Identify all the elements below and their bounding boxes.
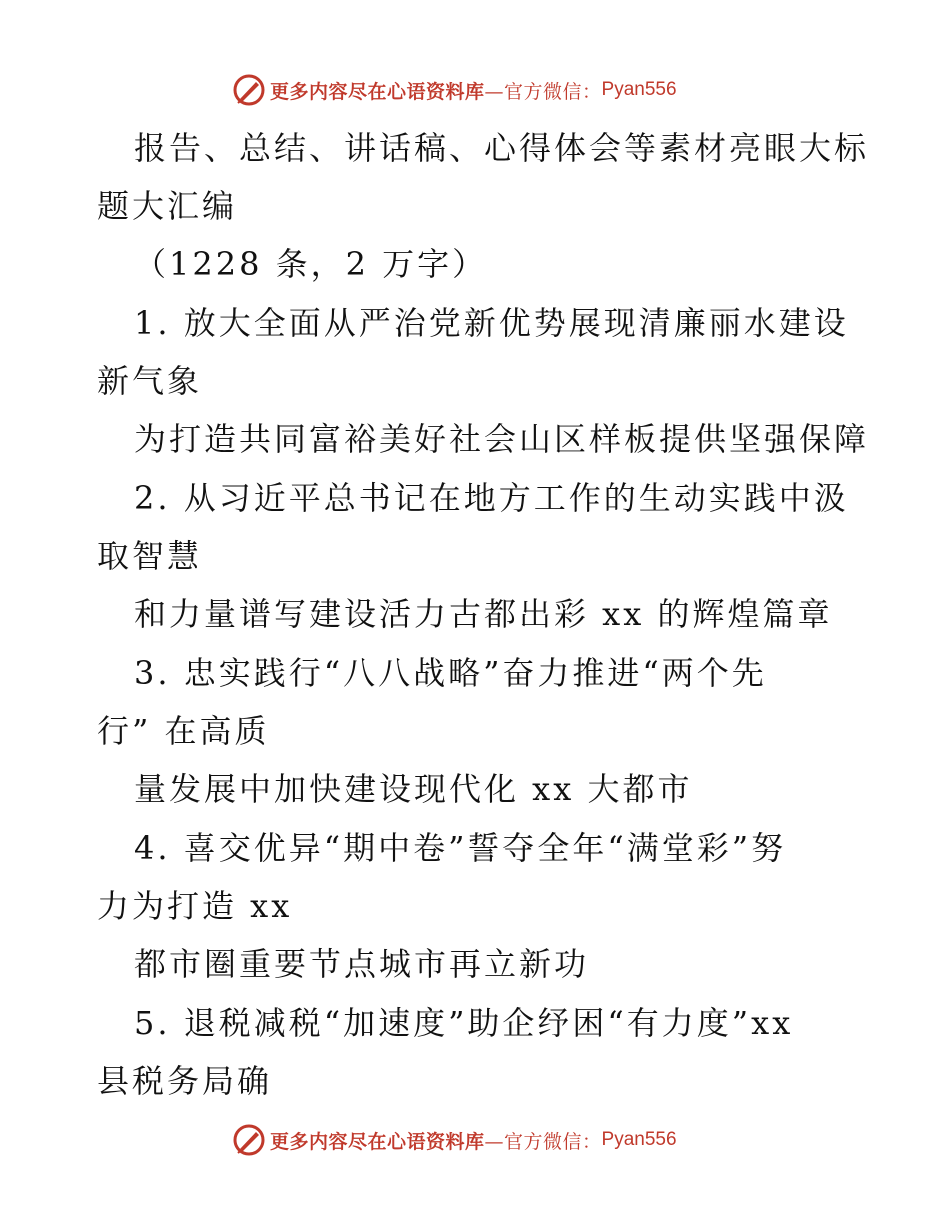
doc-line: 5. 退税减税“加速度”助企纾困“有力度”xx [134, 1004, 794, 1042]
doc-line: 力为打造 xx [97, 887, 293, 925]
doc-line: 县税务局确 [97, 1062, 273, 1100]
doc-line: 都市圈重要节点城市再立新功 [134, 945, 590, 983]
doc-line: 取智慧 [97, 537, 203, 575]
watermark-wechat-id: Pyan556 [601, 1129, 677, 1150]
watermark-wechat-id: Pyan556 [601, 79, 677, 100]
watermark-wechat-label: —官方微信： [484, 80, 602, 103]
watermark-wechat-label: —官方微信： [484, 1130, 602, 1153]
doc-line: 为打造共同富裕美好社会山区样板提供坚强保障 [134, 420, 870, 458]
doc-line: 和力量谱写建设活力古都出彩 xx 的辉煌篇章 [134, 595, 833, 633]
doc-line: 2. 从习近平总书记在地方工作的生动实践中汲 [134, 479, 849, 517]
watermark-text: 更多内容尽在心语资料库 [270, 1130, 485, 1153]
doc-line: 量发展中加快建设现代化 xx 大都市 [134, 770, 693, 808]
watermark-header [232, 72, 677, 108]
doc-line: 行” 在高质 [97, 712, 270, 750]
doc-title-line-2: 题大汇编 [97, 187, 238, 225]
doc-line: 4. 喜交优异“期中卷”誓夺全年“满堂彩”努 [134, 829, 787, 867]
doc-line: 1. 放大全面从严治党新优势展现清廉丽水建设 [134, 304, 849, 342]
doc-line: 3. 忠实践行“八八战略”奋力推进“两个先 [134, 654, 767, 692]
doc-title-line-1: 报告、总结、讲话稿、心得体会等素材亮眼大标 [134, 129, 870, 167]
quill-logo-icon [232, 1123, 266, 1157]
watermark-text: 更多内容尽在心语资料库 [270, 80, 485, 103]
quill-logo-icon [232, 73, 266, 107]
doc-line: 新气象 [97, 362, 203, 400]
watermark-footer [232, 1122, 677, 1158]
doc-subtitle: （1228 条，2 万字） [134, 245, 488, 283]
